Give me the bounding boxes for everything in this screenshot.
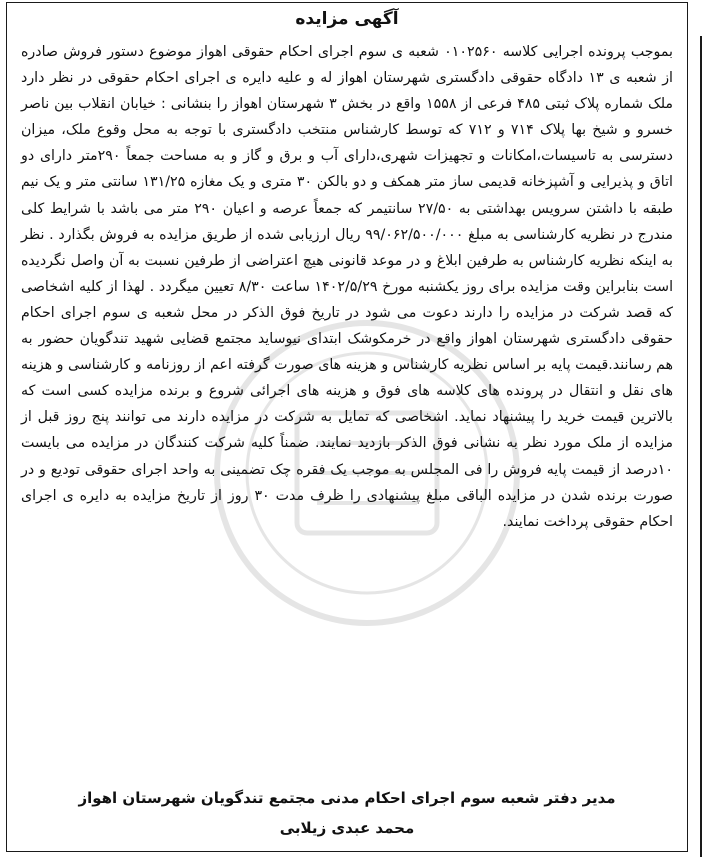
notice-paragraph: بموجب پرونده اجرایی کلاسه ۰۱۰۲۵۶۰ شعبه ی سوم اجرای احکام حقوقی اهواز موضوع دستور فروش صادره از شعبه ی ۱۳ دادگاه حقوقی دادگستری شهرستان اهواز له و علیه دایره ی اجرای احکام حقوقی در نظر دارد ملک شماره پلاک ثبتی ۴۸۵ فرعی از ۱۵۵۸ واقع در بخش ۳ شهرستان اهواز را بنشانی : خیابان انقلاب بین ناصر خسرو و شیخ بها پلاک ۷۱۴ و ۷۱۲ که توسط کارشناس منتخب دادگستری با توجه به محل وقوع ملک، میزان دسترسی به تاسیسات،امکانات و تجهیزات شهری،دارای آب و برق و گاز و به مساحت جمعاً ۲۹۰متر دارای دو اتاق و پذیرایی و آشپزخانه قدیمی ساز متر همکف و دو بالکن ۳۰ متری و یک مغازه ۱۳۱/۲۵ سانتی متر و یک نیم طبقه با داشتن سرویس بهداشتی به ۲۷/۵۰ سانتیمر که جمعاً عرصه و اعیان ۲۹۰ متر می باشد با شرایط کلی مندرج در نظریه کارشناسی به مبلغ ۹۹/۰۶۲/۵۰۰/۰۰۰ ریال ارزیابی شده از طریق مزایده به فروش بگذارد . نظر به اینکه نظریه کارشناس به طرفین ابلاغ و در موعد قانونی هیچ اعتراضی از طرفین نسبت به آن واصل نگردیده است بنابراین وقت مزایده برای روز یکشنبه مورخ ۱۴۰۲/۵/۲۹ ساعت ۸/۳۰ تعیین میگردد . لهذا از کلیه اشخاصی که قصد شرکت در مزایده را دارند دعوت می شود در تاریخ فوق الذکر در محل شعبه ی سوم اجرای احکام حقوقی دادگستری شهرستان اهواز واقع در خرمکوشک ابتدای نیوساید مجتمع قضایی شهید تندگویان حضور به هم رسانند.قیمت پایه بر اساس نظریه کارشناس و هزینه های صورت گرفته اعم از روزنامه و کارشناسی و هزینه های نقل و انتقال در پرونده های کلاسه های فوق و هزینه های اجرائی شروع و برنده مزایده کسی است که بالاترین قیمت خرید را پیشنهاد نماید. اشخاصی که تمایل به شرکت در مزایده دارند می توانند پنج روز قبل از مزایده از ملک مورد نظر به نشانی فوق الذکر بازدید نمایند. ضمناً کلیه شرکت کنندگان در مزایده می بایست ۱۰درصد از قیمت پایه فروش را فی المجلس به موجب یک فقره چک تضمینی به واحد اجرای حقوقی تودیع و در صورت برنده شدن در مزایده الباقی مبلغ پیشنهادی را ظرف مدت ۳۰ روز از تاریخ مزایده به دایره ی اجرای احکام حقوقی پرداخت نمایند. — [21, 44, 674, 530]
page-edge-divider — [700, 36, 702, 857]
auction-notice — [6, 2, 688, 852]
notice-title: آگهی مزایده — [295, 9, 399, 29]
signature-block — [7, 783, 687, 843]
signatory-name: محمد عبدی زیلابی — [279, 819, 415, 837]
signatory-title: مدیر دفتر شعبه سوم اجرای احکام مدنی مجتمع تندگویان شهرستان اهواز — [78, 789, 616, 807]
notice-body — [21, 39, 673, 535]
